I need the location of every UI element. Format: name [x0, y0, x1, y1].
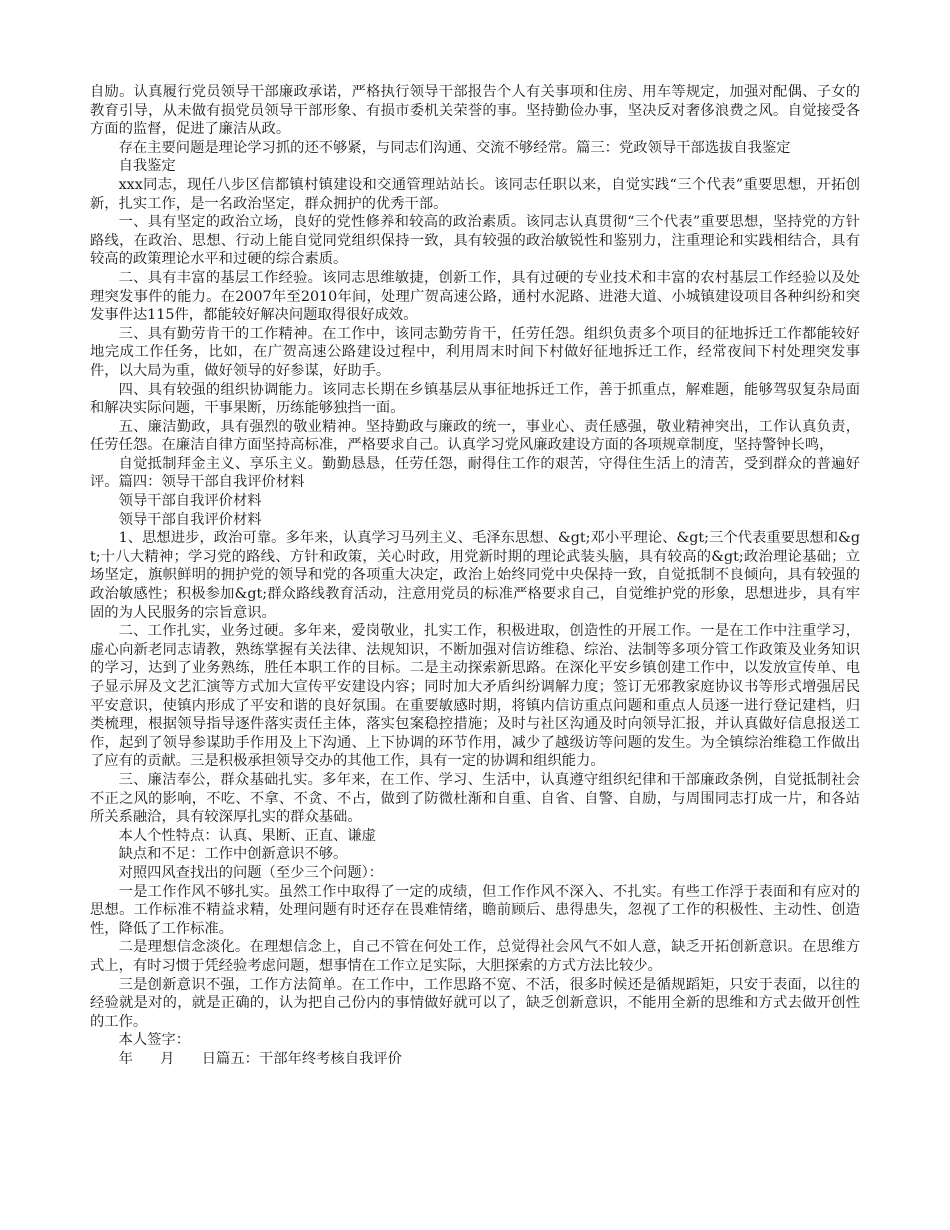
paragraph: 自觉抵制拜金主义、享乐主义。勤勤恳恳，任劳任怨，耐得住工作的艰苦，守得住生活上的清苦，受到群众的普遍好评。篇四：领导干部自我评价材料	[90, 455, 860, 491]
paragraph: 一、具有坚定的政治立场，良好的党性修养和较高的政治素质。该同志认真贯彻“三个代表”重要思想，坚持党的方针路线，在政治、思想、行动上能自觉同党组织保持一致，具有较强的政治敏锐性和鉴别力，注重理论和实践相结合，具有较高的政策理论水平和过硬的综合素质。	[90, 214, 860, 268]
paragraph: 缺点和不足：工作中创新意识不够。	[118, 846, 348, 863]
signature-label: 本人签字：	[118, 1032, 191, 1049]
paragraph: 自励。认真履行党员领导干部廉政承诺，严格执行领导干部报告个人有关事项和住房、用车等规定，加强对配偶、子女的教育引导，从未做有损党员领导干部形象、有损市委机关荣誉的事。坚持勤俭办事，坚决反对奢侈浪费之风。自觉接受各方面的监督，促进了廉洁从政。	[90, 84, 860, 138]
paragraph: xxx同志，现任八步区信都镇村镇建设和交通管理站站长。该同志任职以来，自觉实践“三个代表”重要思想，开拓创新，扎实工作，是一名政治坚定，群众拥护的优秀干部。	[90, 176, 860, 212]
paragraph: 本人个性特点：认真、果断、正直、谦虚	[118, 827, 376, 844]
paragraph: 三、廉洁奉公，群众基础扎实。多年来，在工作、学习、生活中，认真遵守组织纪律和干部廉政条例，自觉抵制社会不正之风的影响，不吃、不拿、不贪、不占，做到了防微杜渐和自重、自省、自警、自励，与周围同志打成一片，和各站所关系融洽，具有较深厚扎实的群众基础。	[90, 771, 860, 826]
paragraph: 对照四风查找出的问题（至少三个问题）：	[118, 864, 384, 881]
paragraph: 二、具有丰富的基层工作经验。该同志思维敏捷，创新工作，具有过硬的专业技术和丰富的农村基层工作经验以及处理突发事件的能力。在2007年至2010年间，处理广贺高速公路，通村水泥路、进港大道、小城镇建设项目各种纠纷和突发事件达115件，都能较好解决问题取得很好成效。	[90, 269, 860, 324]
paragraph: 三是创新意识不强，工作方法简单。在工作中，工作思路不宽、不活，很多时候还是循规蹈矩，只安于表面，以往的经验就是对的，就是正确的，认为把自己份内的事情做好就可以了，缺乏创新意识，不能用全新的思维和方式去做开创性的工作。	[90, 976, 860, 1030]
paragraph: 二、工作扎实，业务过硬。多年来，爱岗敬业，扎实工作，积极进取，创造性的开展工作。一是在工作中注重学习，虚心向新老同志请教，熟练掌握有关法律、法规知识，不断加强对信访维稳、综治、法制等多项分管工作政策及业务知识的学习，达到了业务熟练，胜任本职工作的目标。二是主动探索新思路。在深化平安乡镇创建工作中，以发放宣传单、电子显示屏及文艺汇演等方式加大宣传平安建设内容；同时加大矛盾纠纷调解力度；签订无邪教家庭协议书等形式增强居民平安意识，使镇内形成了平安和谐的良好氛围。在重要敏感时期，将镇内信访重点问题和重点人员逐一进行登记建档，归类梳理，根据领导指导逐件落实责任主体，落实包案稳控措施；及时与社区沟通及时向领导汇报，并认真做好信息报送工作，起到了领导参谋助手作用及上下沟通、上下协调的环节作用，减少了越级访等问题的发生。为全镇综治维稳工作做出了应有的贡献。三是积极承担领导交办的其他工作，具有一定的协调和组织能力。	[90, 623, 860, 770]
paragraph: 三、具有勤劳肯干的工作精神。在工作中，该同志勤劳肯干，任劳任怨。组织负责多个项目的征地拆迁工作都能较好地完成工作任务，比如，在广贺高速公路建设过程中，利用周末时间下村做好征地拆迁工作，经常夜间下村处理突发事件，以大局为重，做好领导的好参谋，好助手。	[90, 325, 860, 379]
paragraph: 存在主要问题是理论学习抓的还不够紧，与同志们沟通、交流不够经常。篇三：党政领导干部选拔自我鉴定	[118, 139, 791, 156]
signature-year: 年	[118, 1050, 133, 1067]
signature-date-line	[90, 1050, 860, 1069]
section-heading: 领导干部自我评价材料	[118, 511, 262, 528]
paragraph: 1、思想进步，政治可靠。多年来，认真学习马列主义、毛泽东思想、&gt;邓小平理论、&gt;三个代表重要思想和&gt;十八大精神；学习党的路线、方针和政策，关心时政，用党新时期的理论武装头脑，具有较高的&gt;政治理论基础；立场坚定，旗帜鲜明的拥护党的领导和党的各项重大决定，政治上始终同党中央保持一致，自觉抵制不良倾向，具有较强的政治敏感性；积极参加&gt;群众路线教育活动，注意用党员的标准严格要求自己，自觉维护党的形象，思想进步，具有牢固的为人民服务的宗旨意识。	[90, 530, 860, 621]
section-heading: 自我鉴定	[118, 158, 176, 175]
paragraph: 二是理想信念淡化。在理想信念上，自己不管在何处工作，总觉得社会风气不如人意，缺乏开拓创新意识。在思维方式上，有时习惯于凭经验考虑问题，想事情在工作立足实际，大胆探索的方式方法比较少。	[90, 939, 860, 974]
paragraph: 五、廉洁勤政，具有强烈的敬业精神。坚持勤政与廉政的统一，事业心、责任感强，敬业精神突出，工作认真负责，任劳任怨。在廉洁自律方面坚持高标准，严格要求自己。认真学习党风廉政建设方面的各项规章制度，坚持警钟长鸣，	[90, 418, 860, 454]
signature-month: 月	[160, 1050, 175, 1067]
document-body	[90, 83, 860, 1068]
paragraph: 一是工作作风不够扎实。虽然工作中取得了一定的成绩，但工作作风不深入、不扎实。有些工作浮于表面和有应对的思想。工作标准不精益求精，处理问题有时还存在畏难情绪，瞻前顾后、患得患失，忽视了工作的积极性、主动性、创造性，降低了工作标准。	[90, 883, 860, 937]
paragraph: 四、具有较强的组织协调能力。该同志长期在乡镇基层从事征地拆迁工作，善于抓重点，解难题，能够驾驭复杂局面和解决实际问题，干事果断，历练能够独挡一面。	[90, 381, 860, 417]
signature-day-and-heading: 日篇五：干部年终考核自我评价	[201, 1050, 402, 1067]
section-heading: 领导干部自我评价材料	[118, 493, 262, 510]
